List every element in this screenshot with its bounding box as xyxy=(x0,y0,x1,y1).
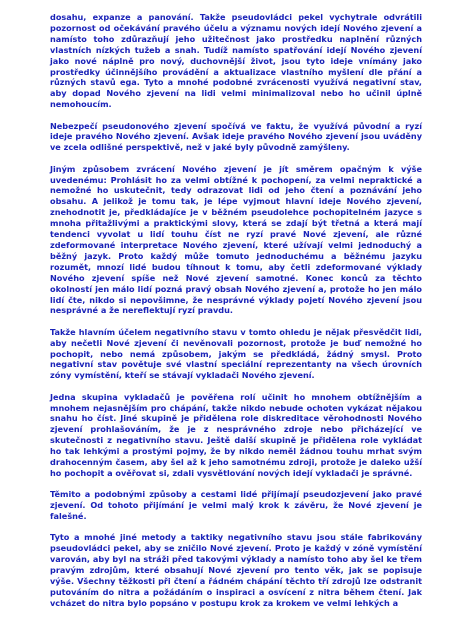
document-page xyxy=(50,12,422,619)
paragraph-4: Takže hlavním účelem negativního stavu v tomto ohledu je nějak přesvědčit lidi, aby nečetli Nové zjevení či nevěnovali pozornost, protože je buď nemožné ho pochopit, nebo nemá způsobem, jakým se předkládá, žádný smysl. Proto negativní stav povětuje své vlastní speciální reprezentanty na všech úrovních zóny vymístění, kteří se stávají vykladači Nového zjevení. xyxy=(50,326,422,381)
paragraph-7: Tyto a mnohé jiné metody a taktiky negativního stavu jsou stále fabrikovány pseudovládci pekel, aby se zničilo Nové zjevení. Proto je každý v zóně vymístění varován, aby byl na stráži před takovými výklady a namísto toho aby šel ke třem pravým zdrojům, které obsahují Nové zjevení pro tento věk, jak se popisuje výše. Všechny těžkosti při čtení a řádném chápání těchto tří zdrojů lze odstranit putováním do nitra a požádáním o inspiraci a osvícení z nitra během čtení. Jak vcházet do nitra bylo popsáno v postupu krok za krokem ve velmi lehkých a xyxy=(50,532,422,608)
paragraph-1: dosahu, expanze a panování. Takže pseudovládci pekel vychytrale odvrátili pozornost od očekávání pravého účelu a významu nových idejí Nového zjevení a namísto toho zdůrazňují jeho užitečnost jako prostředku naplnění různých vlastních nízkých tužeb a snah. Tudíž namísto spatřování idejí Nového zjevení jako nové náplně pro nový, duchovnější život, jsou tyto ideje vnímány jako prostředky účinnějšího provádění a aktualizace vlastního myšlení dle přání a různých stavů ega. Tyto a mnohé podobné zvrácenosti využívá negativní stav, aby dopad Nového zjevení na lidi velmi minimalizoval nebo ho učinil úplně nemohoucím. xyxy=(50,12,422,110)
paragraph-3: Jiným způsobem zvrácení Nového zjevení je jít směrem opačným k výše uvedenému: Prohlásit ho za velmi obtížné k pochopení, za velmi nepraktické a nemožné ho uskutečnit, tedy odrazovat lidi od jeho čtení a poznávání jeho obsahu. A jelikož je tomu tak, je lépe vyjmout hlavní ideje Nového zjevení, znehodnotit je, předkládajíce je v běžném pseudolehce pochopitelném jazyce s mnoha přitažlivými a praktickými slovy, která se zdají být třetná a která mají tendenci vyvolat u lidí touhu číst ne ryzí pravé Nové zjevení, ale různé zdeformované interpretace Nového zjevení, které užívají velmi jednoduchý a běžný jazyk. Proto každý může tomuto jednoduchému a běžnému jazyku rozumět, mnozí lidé budou tíhnout k tomu, aby četli zdeformované výklady Nového zjevení spíše než Nové zjevení samotné. Konec konců za těchto okolností jen málo lidí pozná pravý obsah Nového zjevení a, protože ho jen málo lidí čte, nikdo si nepovšimne, že nesprávné výklady pojetí Nového zjevení jsou nesprávné a že nereflektují ryzí pravdu. xyxy=(50,163,422,316)
paragraph-2: Nebezpečí pseudonového zjevení spočívá ve faktu, že využívá původní a ryzí ideje pravého Nového zjevení. Avšak ideje pravého Nového zjevení jsou uváděny ve zcela odlišné perspektivě, než v jaké byly původně zamýšleny. xyxy=(50,120,422,153)
paragraph-5: Jedna skupina vykladačů je pověřena rolí učinit ho mnohem obtížnějším a mnohem nejasnějším pro chápání, takže nikdo nebude ochoten vykázat nějakou snahu ho číst. Jiné skupině je přidělena role diskreditace věrohodnosti Nového zjevení prohlašováním, že je z nesprávného zdroje nebo přicházející ve skutečnosti z negativního stavu. Ještě další skupině je přidělena role vykládat ho tak lehkými a prostými pojmy, že by nikdo neměl žádnou touhu mrhat svým drahocenným časem, aby šel až k jeho samotnému zdroji, protože je daleko užší ho pochopit a ověřovat si, zdali vysvětlování nových idejí vykladači je správné. xyxy=(50,391,422,478)
paragraph-6: Těmito a podobnými způsoby a cestami lidé přijímají pseudozjevení jako pravé zjevení. Od tohoto přijímání je velmi malý krok k závěru, že Nové zjevení je falešné. xyxy=(50,489,422,522)
